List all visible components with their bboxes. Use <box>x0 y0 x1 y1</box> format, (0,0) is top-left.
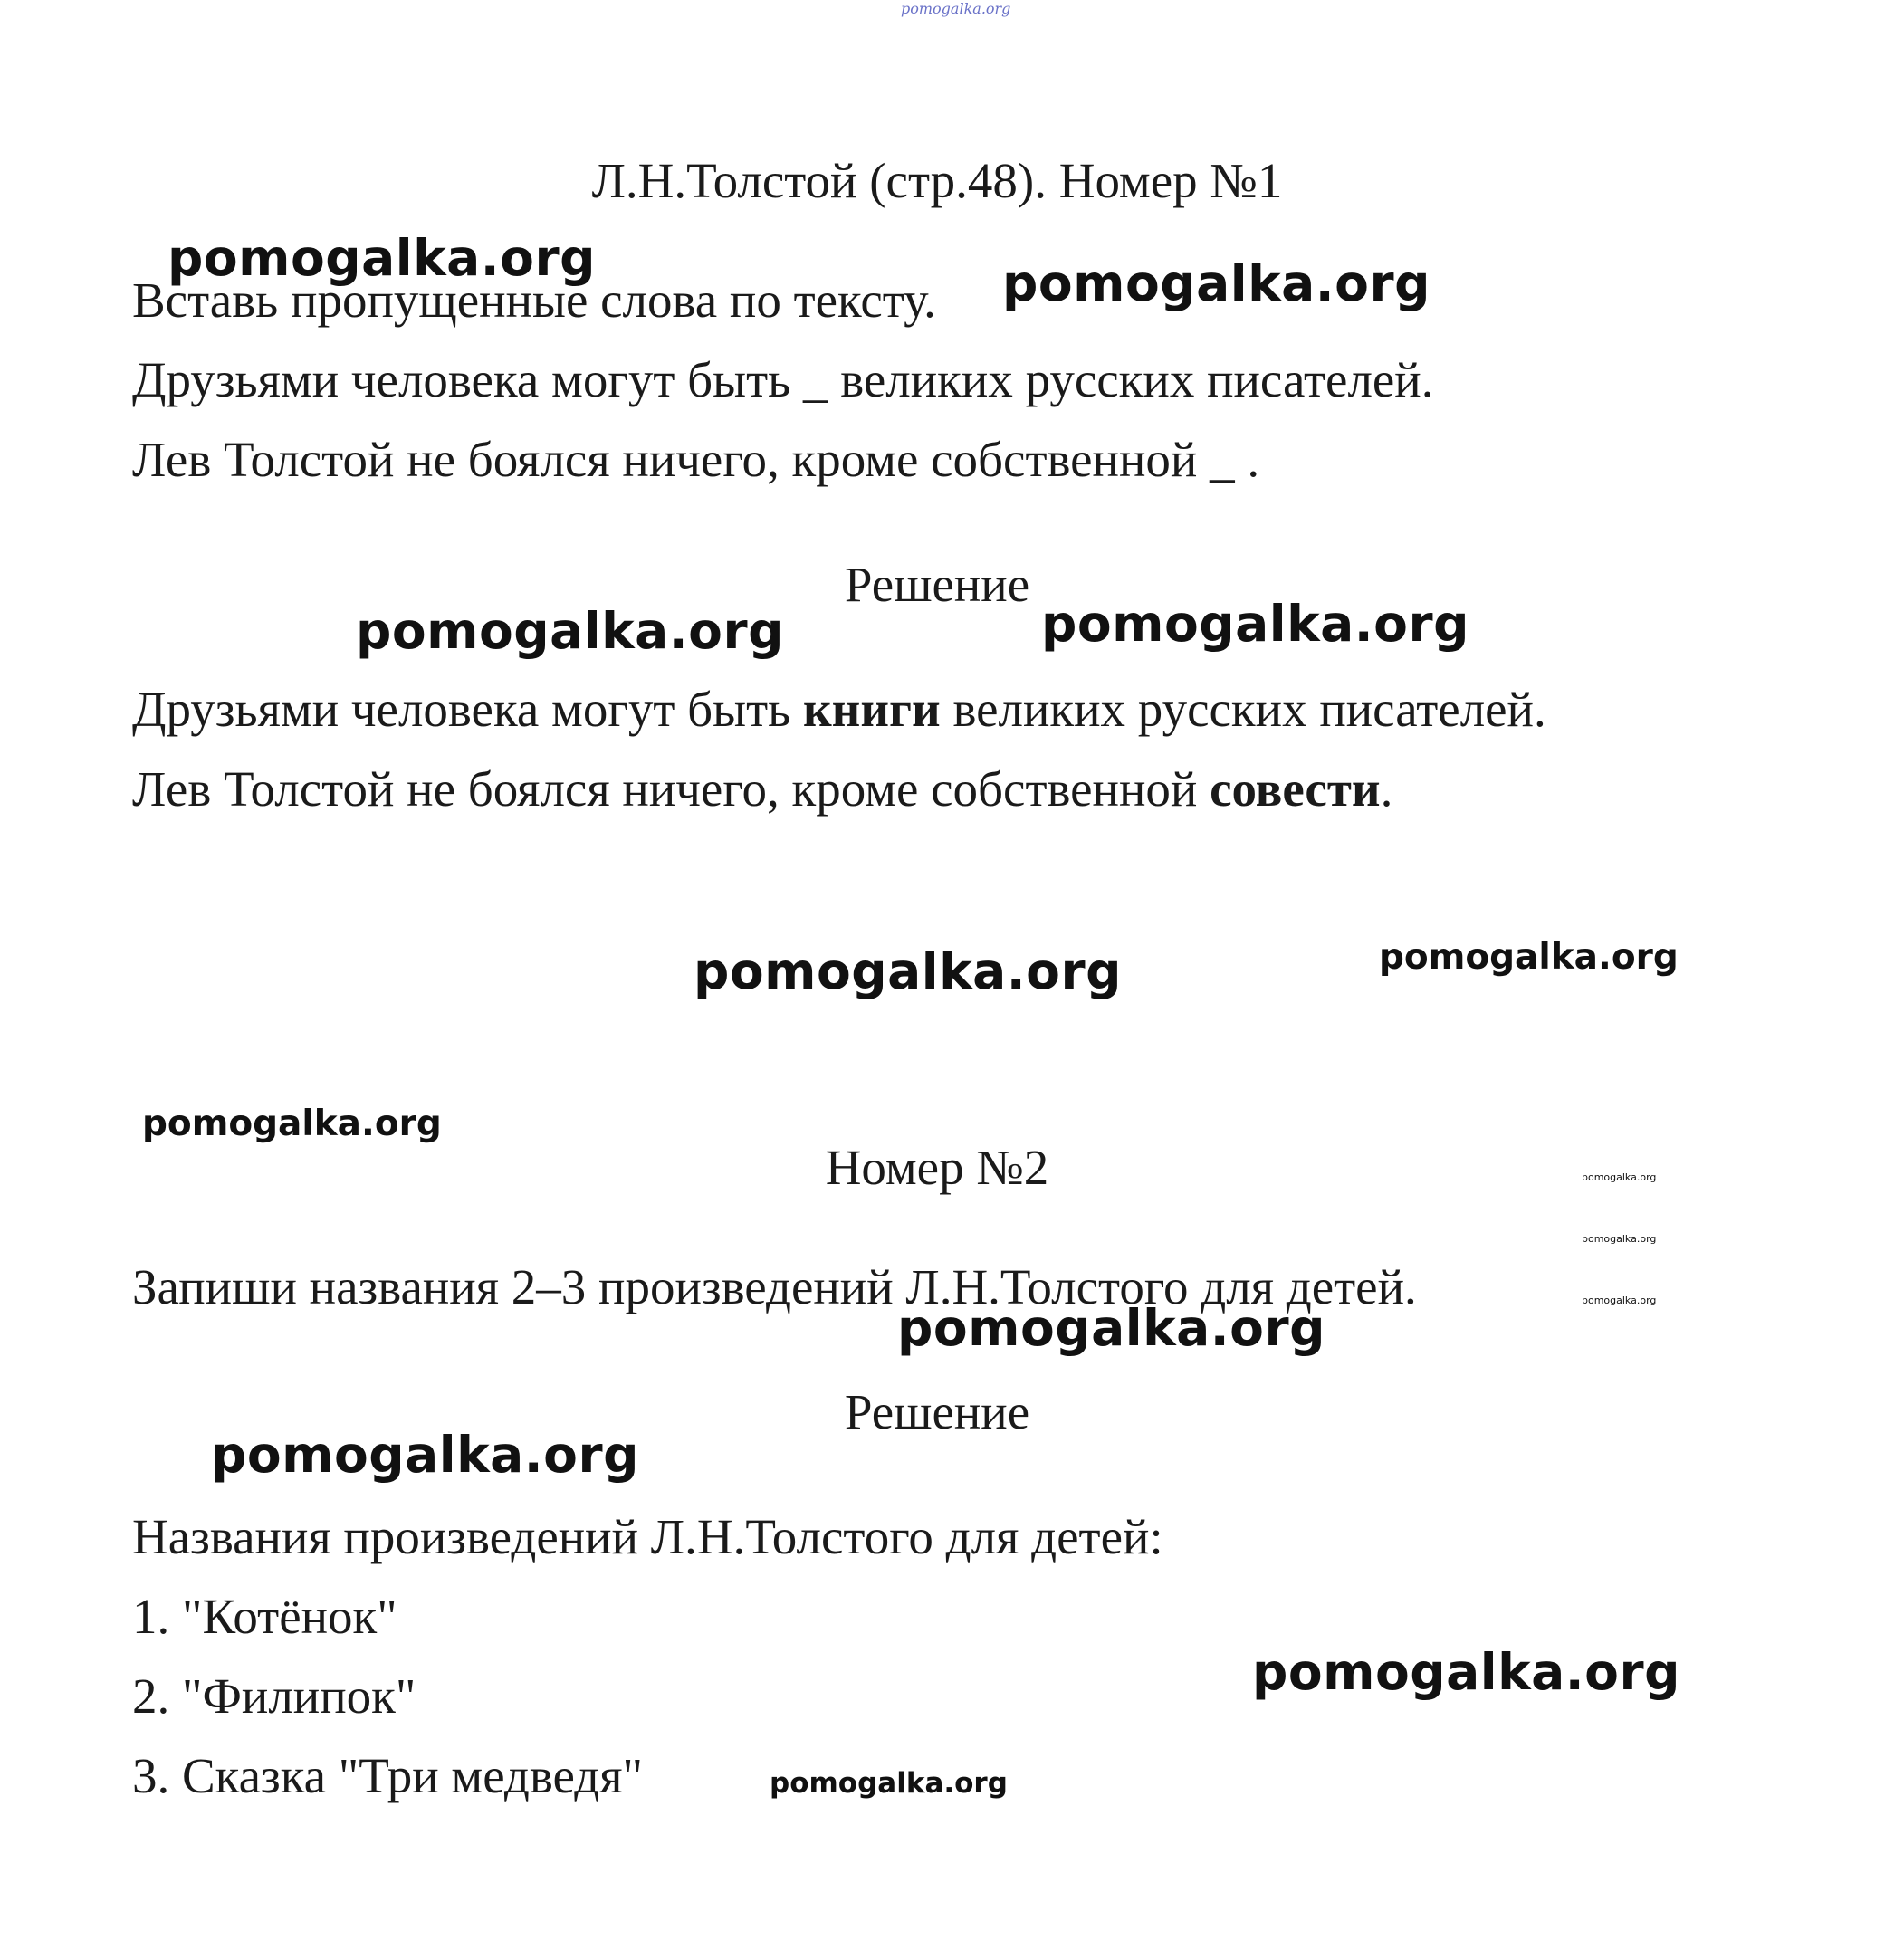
watermark: pomogalka.org <box>1041 595 1469 653</box>
watermark: pomogalka.org <box>1252 1643 1680 1701</box>
answer1-after: великих русских писателей. <box>952 682 1546 737</box>
task2-instruction: Запиши названия 2–3 произведений Л.Н.Толстого для детей. <box>132 1259 1417 1314</box>
answer1-bold: книги <box>802 682 941 737</box>
answer1-before: Друзьями человека могут быть <box>132 682 791 737</box>
watermark: pomogalka.org <box>1582 1233 1657 1245</box>
watermark: pomogalka.org <box>356 602 784 660</box>
task2-item-3: 3. Сказка "Три медведя" <box>132 1748 643 1803</box>
task1-answer-1 <box>132 682 1546 737</box>
task1-instruction: Вставь пропущенные слова по тексту. <box>132 272 936 328</box>
watermark: pomogalka.org <box>1379 937 1679 978</box>
watermark: pomogalka.org <box>142 1104 442 1144</box>
watermark: pomogalka.org <box>211 1426 639 1484</box>
task1-answer-2 <box>132 761 1393 817</box>
header-site-watermark: pomogalka.org <box>901 0 1011 17</box>
task1-title: Л.Н.Толстой (стр.48). Номер №1 <box>591 153 1283 208</box>
task2-item-1: 1. "Котёнок" <box>132 1589 397 1644</box>
watermark: pomogalka.org <box>1002 254 1430 312</box>
watermark: pomogalka.org <box>897 1299 1325 1357</box>
watermark: pomogalka.org <box>167 229 596 287</box>
answer2-after: . <box>1380 761 1393 817</box>
watermark: pomogalka.org <box>694 942 1122 1000</box>
task2-item-2: 2. "Филипок" <box>132 1668 416 1724</box>
task2-solution-heading: Решение <box>844 1384 1030 1439</box>
watermark: pomogalka.org <box>1582 1171 1657 1183</box>
answer2-before: Лев Толстой не боялся ничего, кроме собственной <box>132 761 1198 817</box>
task2-intro: Названия произведений Л.Н.Толстого для детей: <box>132 1509 1163 1564</box>
watermark: pomogalka.org <box>1582 1295 1657 1306</box>
task1-line-2: Лев Толстой не боялся ничего, кроме собственной _ . <box>132 432 1260 487</box>
task1-line-1: Друзьями человека могут быть _ великих русских писателей. <box>132 352 1434 407</box>
task1-solution-heading: Решение <box>844 557 1030 612</box>
task2-title: Номер №2 <box>825 1140 1049 1195</box>
watermark: pomogalka.org <box>770 1767 1008 1800</box>
answer2-bold: совести <box>1210 761 1381 817</box>
